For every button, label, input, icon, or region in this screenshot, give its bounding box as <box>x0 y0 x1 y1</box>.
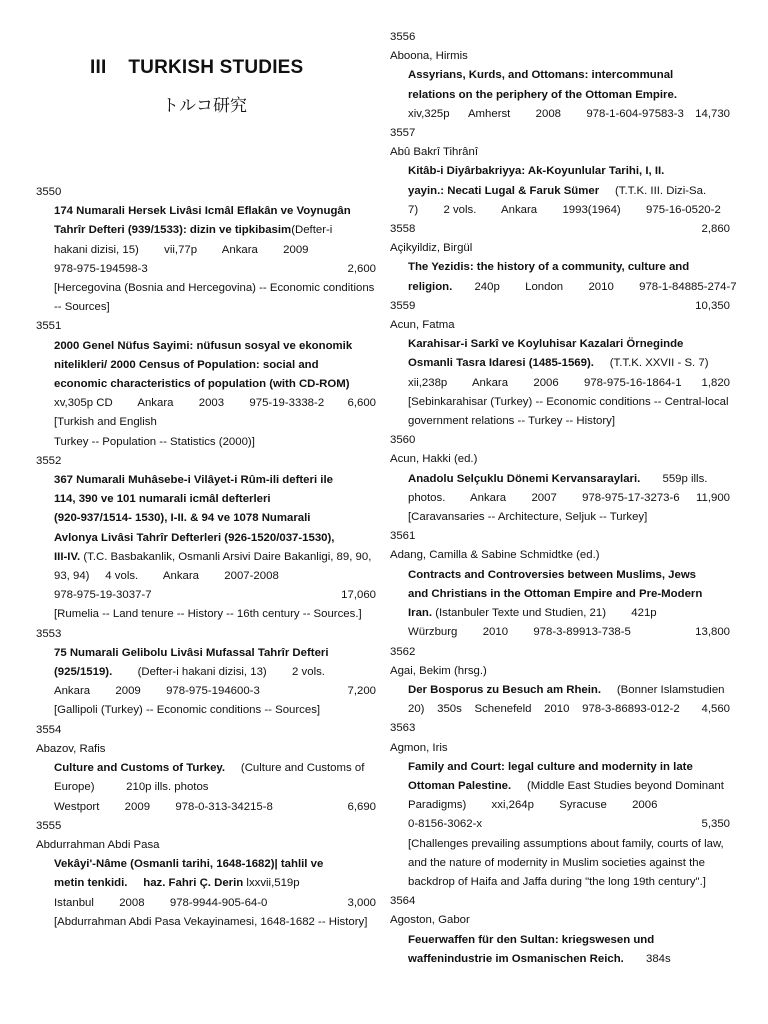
catalog-entry <box>36 317 376 451</box>
entry-price: 14,730 <box>695 107 730 120</box>
catalog-entry <box>390 297 730 431</box>
entry-title: nitelikleri/ 2000 Census of Population: social and <box>54 358 319 371</box>
entry-line <box>54 221 376 240</box>
entry-line <box>54 375 376 394</box>
entry-body <box>408 66 730 124</box>
entry-number: 3554 <box>36 723 62 736</box>
entry-body <box>408 566 730 643</box>
entry-line <box>54 298 376 317</box>
entry-detail: Westport 2009 978-0-313-34215-8 <box>54 800 273 813</box>
entry-detail: 240p London 2010 978-1-84885-274-7 <box>452 280 737 293</box>
entry-body <box>54 644 376 721</box>
entry-line <box>54 663 376 682</box>
entry-detail: lxxvii,519p <box>243 877 300 890</box>
catalog-entry <box>36 452 376 625</box>
entry-line <box>54 778 376 797</box>
entry-body <box>54 855 376 932</box>
entry-line <box>54 260 376 279</box>
entry-line <box>54 605 376 624</box>
catalog-entry <box>390 719 730 892</box>
entry-detail: [Hercegovina (Bosnia and Hercegovina) -- Economic conditions <box>54 282 375 295</box>
entry-price: 6,600 <box>347 397 376 410</box>
entry-line <box>54 682 376 701</box>
entry-line <box>408 758 730 777</box>
entry-detail: 978-975-19-3037-7 <box>54 589 152 602</box>
catalog-entry <box>390 527 730 642</box>
entry-title: economic characteristics of population (with CD-ROM) <box>54 378 350 391</box>
catalog-entry <box>36 625 376 721</box>
entry-line <box>408 258 730 277</box>
entry-author: Acun, Hakki (ed.) <box>390 453 478 466</box>
entry-number: 3559 <box>390 299 416 312</box>
entry-detail: [Gallipoli (Turkey) -- Economic conditions -- Sources] <box>54 704 321 717</box>
entry-line <box>408 508 730 527</box>
entry-line <box>54 471 376 490</box>
entry-line <box>408 335 730 354</box>
entry-detail: 0-8156-3062-x <box>408 818 483 831</box>
entry-line <box>408 66 730 85</box>
entry-number: 3552 <box>36 454 62 467</box>
entry-title: metin tenkidi. haz. Fahri Ç. Derin <box>54 877 244 890</box>
entry-title: Vekâyi'-Nâme (Osmanli tarihi, 1648-1682)| tahlil ve <box>54 858 324 871</box>
section-subtitle-japanese: トルコ研究 <box>162 96 247 116</box>
entry-title: 174 Numarali Hersek Livâsi Icmâl Eflakân ve Voynugân <box>54 205 351 218</box>
entry-line <box>54 337 376 356</box>
entry-number: 3553 <box>36 627 62 640</box>
entry-title: (920-937/1514- 1530), I-II. & 94 ve 1078 Numarali <box>54 512 311 525</box>
entry-number: 3561 <box>390 530 416 543</box>
entry-number: 3564 <box>390 895 416 908</box>
catalog-entry <box>390 643 730 720</box>
entry-line <box>408 489 730 508</box>
entry-title: Der Bosporus zu Besuch am Rhein. <box>408 683 602 696</box>
entry-line <box>54 701 376 720</box>
entry-line <box>54 433 376 452</box>
entry-detail: -- Sources] <box>54 301 110 314</box>
entry-price: 7,200 <box>347 685 376 698</box>
entry-price: 3,000 <box>347 896 376 909</box>
entry-title: 2000 Genel Nüfus Sayimi: nüfusun sosyal ve ekonomik <box>54 339 353 352</box>
entry-line <box>54 644 376 663</box>
entry-detail: (T.C. Basbakanlik, Osmanli Arsivi Daire Bakanligi, 89, 90, <box>80 550 372 563</box>
entry-line <box>54 759 376 778</box>
entry-title: (925/1519). <box>54 666 113 679</box>
entry-number: 3562 <box>390 645 416 658</box>
entry-line <box>408 374 730 393</box>
entry-detail: Istanbul 2008 978-9944-905-64-0 <box>54 896 268 909</box>
catalog-entry <box>36 817 376 932</box>
entry-line <box>54 548 376 567</box>
entry-detail: [Caravansaries -- Architecture, Seljuk -- Turkey] <box>408 511 648 524</box>
entry-price: 6,690 <box>347 800 376 813</box>
entry-body <box>408 758 730 892</box>
entry-title: Iran. <box>408 607 433 620</box>
entry-line <box>54 490 376 509</box>
entry-body <box>408 335 730 431</box>
entry-line <box>408 604 730 623</box>
entry-price: 2,600 <box>347 262 376 275</box>
entry-author: Aboona, Hirmis <box>390 50 468 63</box>
entry-title: 75 Numarali Gelibolu Livâsi Mufassal Tahrîr Defteri <box>54 646 329 659</box>
entry-title: Family and Court: legal culture and modernity in late <box>408 760 693 773</box>
entry-body <box>54 759 376 817</box>
entry-line <box>408 700 730 719</box>
entry-detail: Würzburg 2010 978-3-89913-738-5 <box>408 626 631 639</box>
entry-line <box>408 585 730 604</box>
entry-author: Agoston, Gabor <box>390 914 470 927</box>
entry-detail: Ankara 2009 978-975-194600-3 <box>54 685 260 698</box>
entry-author: Agai, Bekim (hrsg.) <box>390 664 487 677</box>
entry-detail: photos. Ankara 2007 978-975-17-3273-6 <box>408 491 680 504</box>
entry-number: 3557 <box>390 127 416 140</box>
entry-line <box>408 470 730 489</box>
entry-detail: xiv,325p Amherst 2008 978-1-604-97583-3 <box>408 107 684 120</box>
entry-detail: Europe) 210p ills. photos <box>54 781 209 794</box>
entry-title: religion. <box>408 280 453 293</box>
entry-line <box>54 356 376 375</box>
entry-body <box>54 202 376 317</box>
entry-detail: xii,238p Ankara 2006 978-975-16-1864-1 <box>408 376 682 389</box>
entry-price: 1,820 <box>701 376 730 389</box>
entry-detail: (Defter-i <box>291 224 333 237</box>
entry-number: 3560 <box>390 434 416 447</box>
entry-price: 11,900 <box>696 491 730 504</box>
entry-line <box>408 412 730 431</box>
entry-line <box>408 105 730 124</box>
entry-detail: (Middle East Studies beyond Dominant <box>511 779 724 792</box>
entry-title: Contracts and Controversies between Muslims, Jews <box>408 568 697 581</box>
entry-detail: and the nature of modernity in Muslim societies against the <box>408 856 705 869</box>
entry-detail: (Istanbuler Texte und Studien, 21) 421p <box>432 607 657 620</box>
entry-detail: backdrop of Haifa and Jaffa during "the long 19th century".] <box>408 875 706 888</box>
entry-price: 13,800 <box>695 626 730 639</box>
entry-line <box>408 623 730 642</box>
entry-body <box>408 258 737 312</box>
entry-detail: [Rumelia -- Land tenure -- History -- 16th century -- Sources.] <box>54 608 362 621</box>
entry-author: Adang, Camilla & Sabine Schmidtke (ed.) <box>390 549 600 562</box>
entry-title: and Christians in the Ottoman Empire and Pre-Modern <box>408 587 703 600</box>
entry-line <box>54 913 376 932</box>
entry-line <box>408 815 730 834</box>
entry-detail: Paradigms) xxi,264p Syracuse 2006 <box>408 799 658 812</box>
entry-line <box>54 586 376 605</box>
entry-line <box>408 393 730 412</box>
entry-line <box>54 529 376 548</box>
entry-number: 3558 <box>390 223 416 236</box>
catalog-entry <box>36 721 376 817</box>
entry-line <box>408 835 730 854</box>
entry-line <box>54 798 376 817</box>
entry-line <box>408 681 730 700</box>
entry-title: III-IV. <box>54 550 81 563</box>
entry-line <box>408 931 730 950</box>
entry-line <box>408 873 730 892</box>
entry-line <box>408 854 730 873</box>
entry-detail: 20) 350s Schenefeld 2010 978-3-86893-012-2 <box>408 703 680 716</box>
left-column <box>36 183 376 932</box>
entry-title: Culture and Customs of Turkey. <box>54 762 226 775</box>
entry-line <box>408 201 730 220</box>
entry-line <box>408 278 737 297</box>
entry-number: 3563 <box>390 722 416 735</box>
entry-detail: 384s <box>623 952 671 965</box>
entry-author: Agmon, Iris <box>390 741 448 754</box>
right-column <box>390 28 737 969</box>
catalog-entry <box>390 892 730 969</box>
entry-detail: (Culture and Customs of <box>225 762 365 775</box>
entry-number: 3550 <box>36 186 62 198</box>
entry-line <box>54 413 376 432</box>
entry-detail: 559p ills. <box>640 472 708 485</box>
entry-title: Kitâb-i Diyârbakriyya: Ak-Koyunlular Tarihi, I, II. <box>408 165 665 178</box>
entry-line <box>408 162 730 181</box>
entry-price: 5,350 <box>701 818 730 831</box>
entry-detail: 978-975-194598-3 <box>54 262 148 275</box>
entry-line <box>408 796 730 815</box>
entry-detail: [Abdurrahman Abdi Pasa Vekayinamesi, 1648-1682 -- History] <box>54 915 368 928</box>
entry-title: Ottoman Palestine. <box>408 779 512 792</box>
entry-detail: (T.T.K. XXVII - S. 7) <box>593 357 709 370</box>
entry-line <box>408 86 730 105</box>
entry-number: 3555 <box>36 819 62 832</box>
entry-title: Assyrians, Kurds, and Ottomans: intercommunal <box>408 69 674 82</box>
catalog-entry <box>390 28 730 124</box>
entry-number: 3551 <box>36 320 62 333</box>
entry-title: Osmanli Tasra Idaresi (1485-1569). <box>408 357 594 370</box>
entry-line <box>54 874 376 893</box>
entry-body <box>54 337 376 452</box>
entry-title: Karahisar-i Sarkî ve Koyluhisar Kazalari Örneginde <box>408 338 684 351</box>
entry-line <box>54 202 376 221</box>
entry-title: waffenindustrie im Osmanischen Reich. <box>408 952 624 965</box>
entry-line <box>54 394 376 413</box>
entry-detail: [Sebinkarahisar (Turkey) -- Economic conditions -- Central-local <box>408 395 729 408</box>
entry-price: 4,560 <box>701 703 730 716</box>
entry-line <box>408 777 730 796</box>
entry-author: Açikyildiz, Birgül <box>390 242 473 255</box>
entry-author: Abû Bakrî Tihrânî <box>390 146 479 159</box>
entry-title: 114, 390 ve 101 numarali icmâl defterleri <box>54 493 271 506</box>
catalog-entry <box>390 431 730 527</box>
entry-line <box>54 855 376 874</box>
section-title: III TURKISH STUDIES <box>90 57 304 78</box>
catalog-entry <box>36 183 376 317</box>
entry-price: 2,860 <box>701 223 730 236</box>
entry-detail: (T.T.K. III. Dizi-Sa. <box>599 184 707 197</box>
entry-body <box>408 931 730 969</box>
entry-title: relations on the periphery of the Ottoman Empire. <box>408 88 677 101</box>
entry-line <box>54 567 376 586</box>
entry-price: 17,060 <box>341 589 376 602</box>
entry-body <box>408 162 730 236</box>
entry-line <box>54 241 376 260</box>
section-heading <box>90 54 320 118</box>
entry-line <box>54 279 376 298</box>
entry-detail: hakani dizisi, 15) vii,77p Ankara 2009 <box>54 243 309 256</box>
entry-line <box>54 509 376 528</box>
entry-author: Abazov, Rafis <box>36 742 106 755</box>
entry-author: Acun, Fatma <box>390 319 455 332</box>
entry-body <box>408 681 730 719</box>
entry-line <box>408 566 730 585</box>
entry-body <box>408 470 730 528</box>
entry-title: Feuerwaffen für den Sultan: kriegswesen und <box>408 933 655 946</box>
entry-detail: 7) 2 vols. Ankara 1993(1964) 975-16-0520-2 <box>408 203 721 216</box>
entry-detail: government relations -- Turkey -- History] <box>408 415 615 428</box>
entry-line <box>408 182 730 201</box>
entry-title: 367 Numarali Muhâsebe-i Vilâyet-i Rûm-ili defteri ile <box>54 474 333 487</box>
entry-title: Tahrîr Defteri (939/1533): dizin ve tipkibasim <box>54 224 292 237</box>
entry-detail: [Challenges prevailing assumptions about family, courts of law, <box>408 837 724 850</box>
entry-detail: 93, 94) 4 vols. Ankara 2007-2008 <box>54 570 279 583</box>
entry-body <box>54 471 376 625</box>
entry-detail: Turkey -- Population -- Statistics (2000)] <box>54 435 255 448</box>
entry-title: Anadolu Selçuklu Dönemi Kervansaraylari. <box>408 472 641 485</box>
entry-detail: (Defter-i hakani dizisi, 13) 2 vols. <box>112 666 325 679</box>
entry-detail: xv,305p CD Ankara 2003 975-19-3338-2 <box>54 397 325 410</box>
entry-title: yayin.: Necati Lugal & Faruk Sümer <box>408 184 600 197</box>
entry-title: The Yezidis: the history of a community, culture and <box>408 261 690 274</box>
entry-detail: [Turkish and English <box>54 416 157 429</box>
entry-price: 10,350 <box>695 299 730 312</box>
entry-line <box>408 950 730 969</box>
entry-line <box>408 354 730 373</box>
entry-detail: (Bonner Islamstudien <box>601 683 725 696</box>
entry-line <box>54 894 376 913</box>
entry-title: Avlonya Livâsi Tahrîr Defterleri (926-1520/037-1530), <box>54 531 335 544</box>
entry-author: Abdurrahman Abdi Pasa <box>36 838 160 851</box>
entry-number: 3556 <box>390 31 416 43</box>
